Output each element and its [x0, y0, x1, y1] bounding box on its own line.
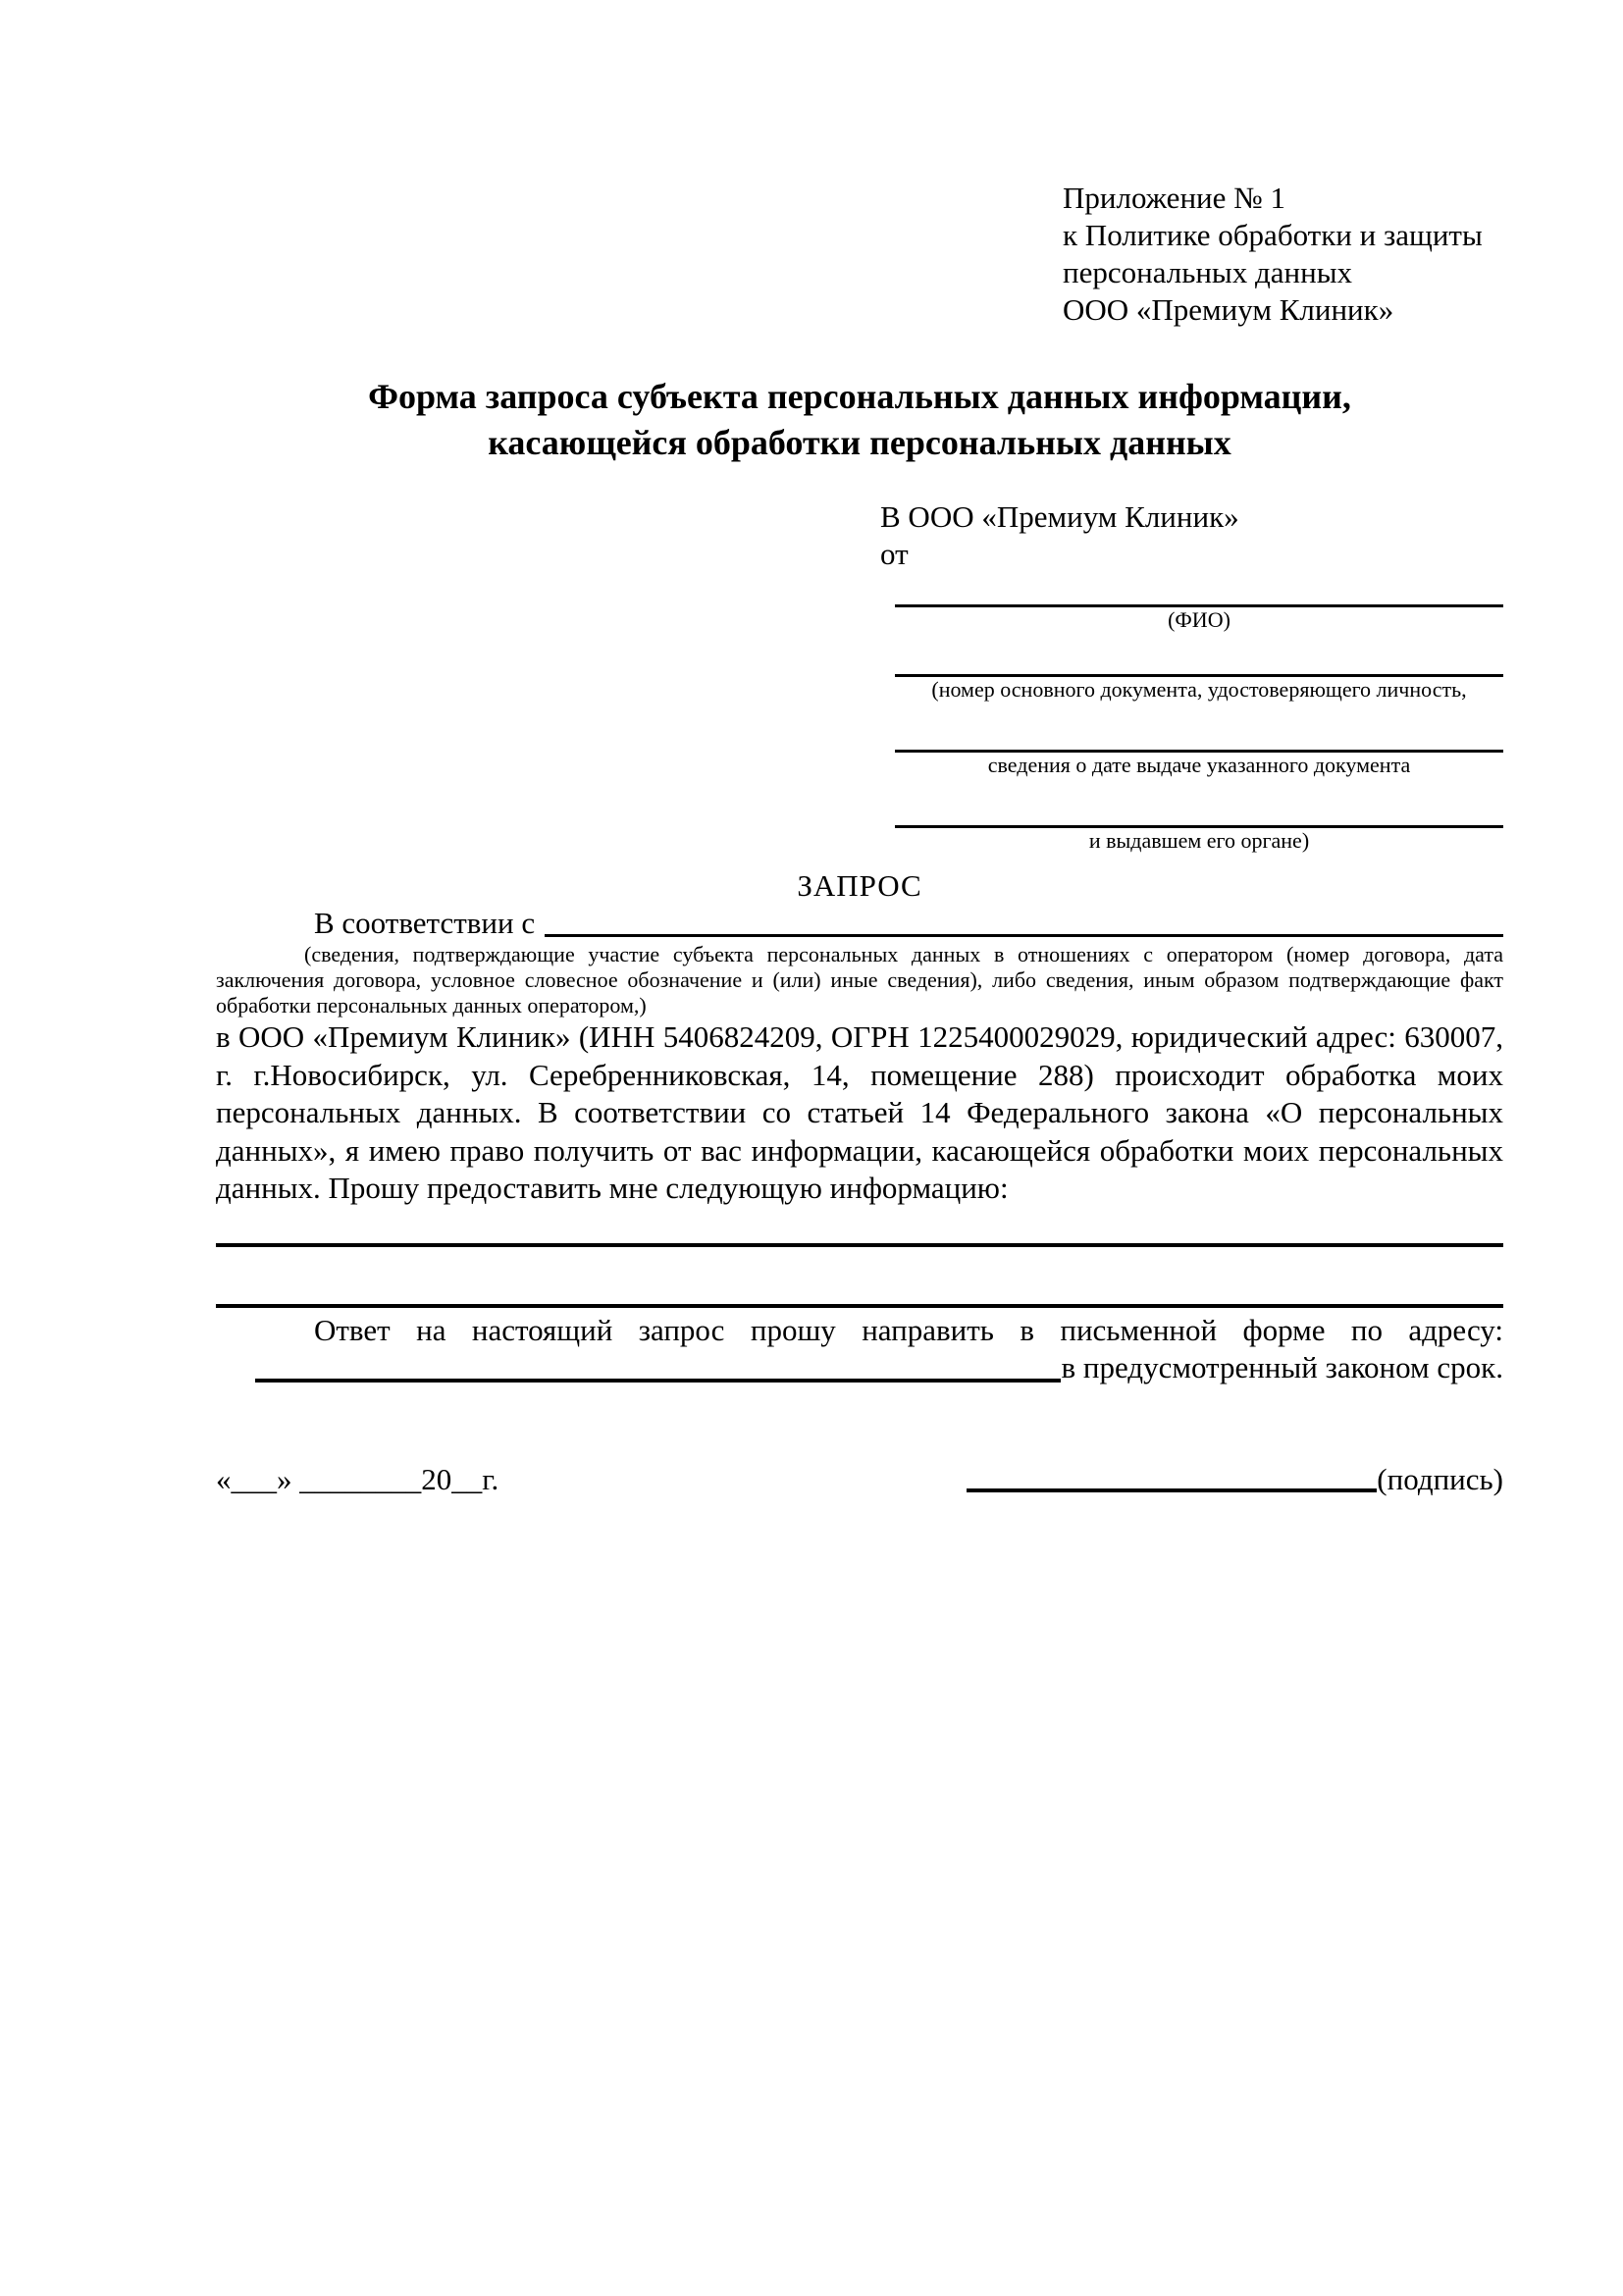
fio-field	[895, 573, 1503, 633]
appendix-header-block	[1063, 180, 1503, 329]
basis-prefix: В соответствии с	[314, 906, 536, 940]
addressee-fields	[895, 573, 1503, 854]
appendix-policy-reference: к Политике обработки и защиты	[1063, 218, 1483, 252]
addressee-to: В ООО «Премиум Клиник»	[880, 499, 1239, 534]
issuing-authority-field	[895, 778, 1503, 854]
document-number-field-line[interactable]	[895, 633, 1503, 677]
basis-note: (сведения, подтверждающие участие субъекта персональных данных в отношениях с оператором (номер договора, дата заключения договора, условное словесное обозначение и (или) иные сведения), либо сведения, иным образом подтверждающие факт обработки персональных данных оператором,)	[216, 942, 1503, 1018]
addressee-block	[880, 498, 1503, 854]
response-address-row	[216, 1349, 1503, 1386]
issuing-authority-field-line[interactable]	[895, 778, 1503, 828]
request-heading: ЗАПРОС	[797, 868, 922, 903]
issue-date-field-caption: сведения о дате выдаче указанного документа	[987, 753, 1411, 777]
address-field-line[interactable]	[255, 1379, 1061, 1383]
document-number-field-caption: (номер основного документа, удостоверяющего личность,	[931, 677, 1467, 702]
fio-field-line[interactable]	[895, 573, 1503, 607]
date-field[interactable]: «___» ________20__г.	[216, 1461, 499, 1496]
document-title-line-1: Форма запроса субъекта персональных данных информации,	[368, 377, 1351, 416]
document-title	[216, 374, 1503, 466]
info-request-line-1[interactable]	[216, 1243, 1503, 1247]
appendix-policy-reference-2: персональных данных	[1063, 255, 1353, 289]
signature-group	[967, 1461, 1503, 1498]
fio-field-caption: (ФИО)	[1168, 607, 1230, 632]
basis-field-line[interactable]	[545, 934, 1503, 937]
response-suffix-text: в предусмотренный законом срок.	[1061, 1349, 1503, 1384]
basis-row	[216, 905, 1503, 942]
signature-caption: (подпись)	[1377, 1461, 1503, 1496]
issue-date-field	[895, 703, 1503, 778]
addressee-from-label: от	[880, 537, 909, 571]
footer-row	[216, 1461, 1503, 1498]
issuing-authority-field-caption: и выдавшем его органе)	[1088, 828, 1310, 853]
appendix-organization: ООО «Премиум Клиник»	[1063, 292, 1394, 327]
document-title-line-2: касающейся обработки персональных данных	[488, 423, 1231, 462]
signature-field-line[interactable]	[967, 1488, 1377, 1492]
appendix-number: Приложение № 1	[1063, 181, 1285, 215]
issue-date-field-line[interactable]	[895, 703, 1503, 753]
request-body-paragraph: в ООО «Премиум Клиник» (ИНН 5406824209, ОГРН 1225400029029, юридический адрес: 630007, г. г.Новосибирск, ул. Серебренниковская, 14, помещение 288) происходит обработка моих персональных данных. В соответствии со статьей 14 Федерального закона «О персональных данных», я имею право получить от вас информации, касающейся обработки моих персональных данных. Прошу предоставить мне следующую информацию:	[216, 1019, 1503, 1205]
response-request-text: Ответ на настоящий запрос прошу направить в письменной форме по адресу:	[314, 1312, 1503, 1347]
document-number-field	[895, 633, 1503, 703]
info-request-line-2[interactable]	[216, 1304, 1503, 1308]
